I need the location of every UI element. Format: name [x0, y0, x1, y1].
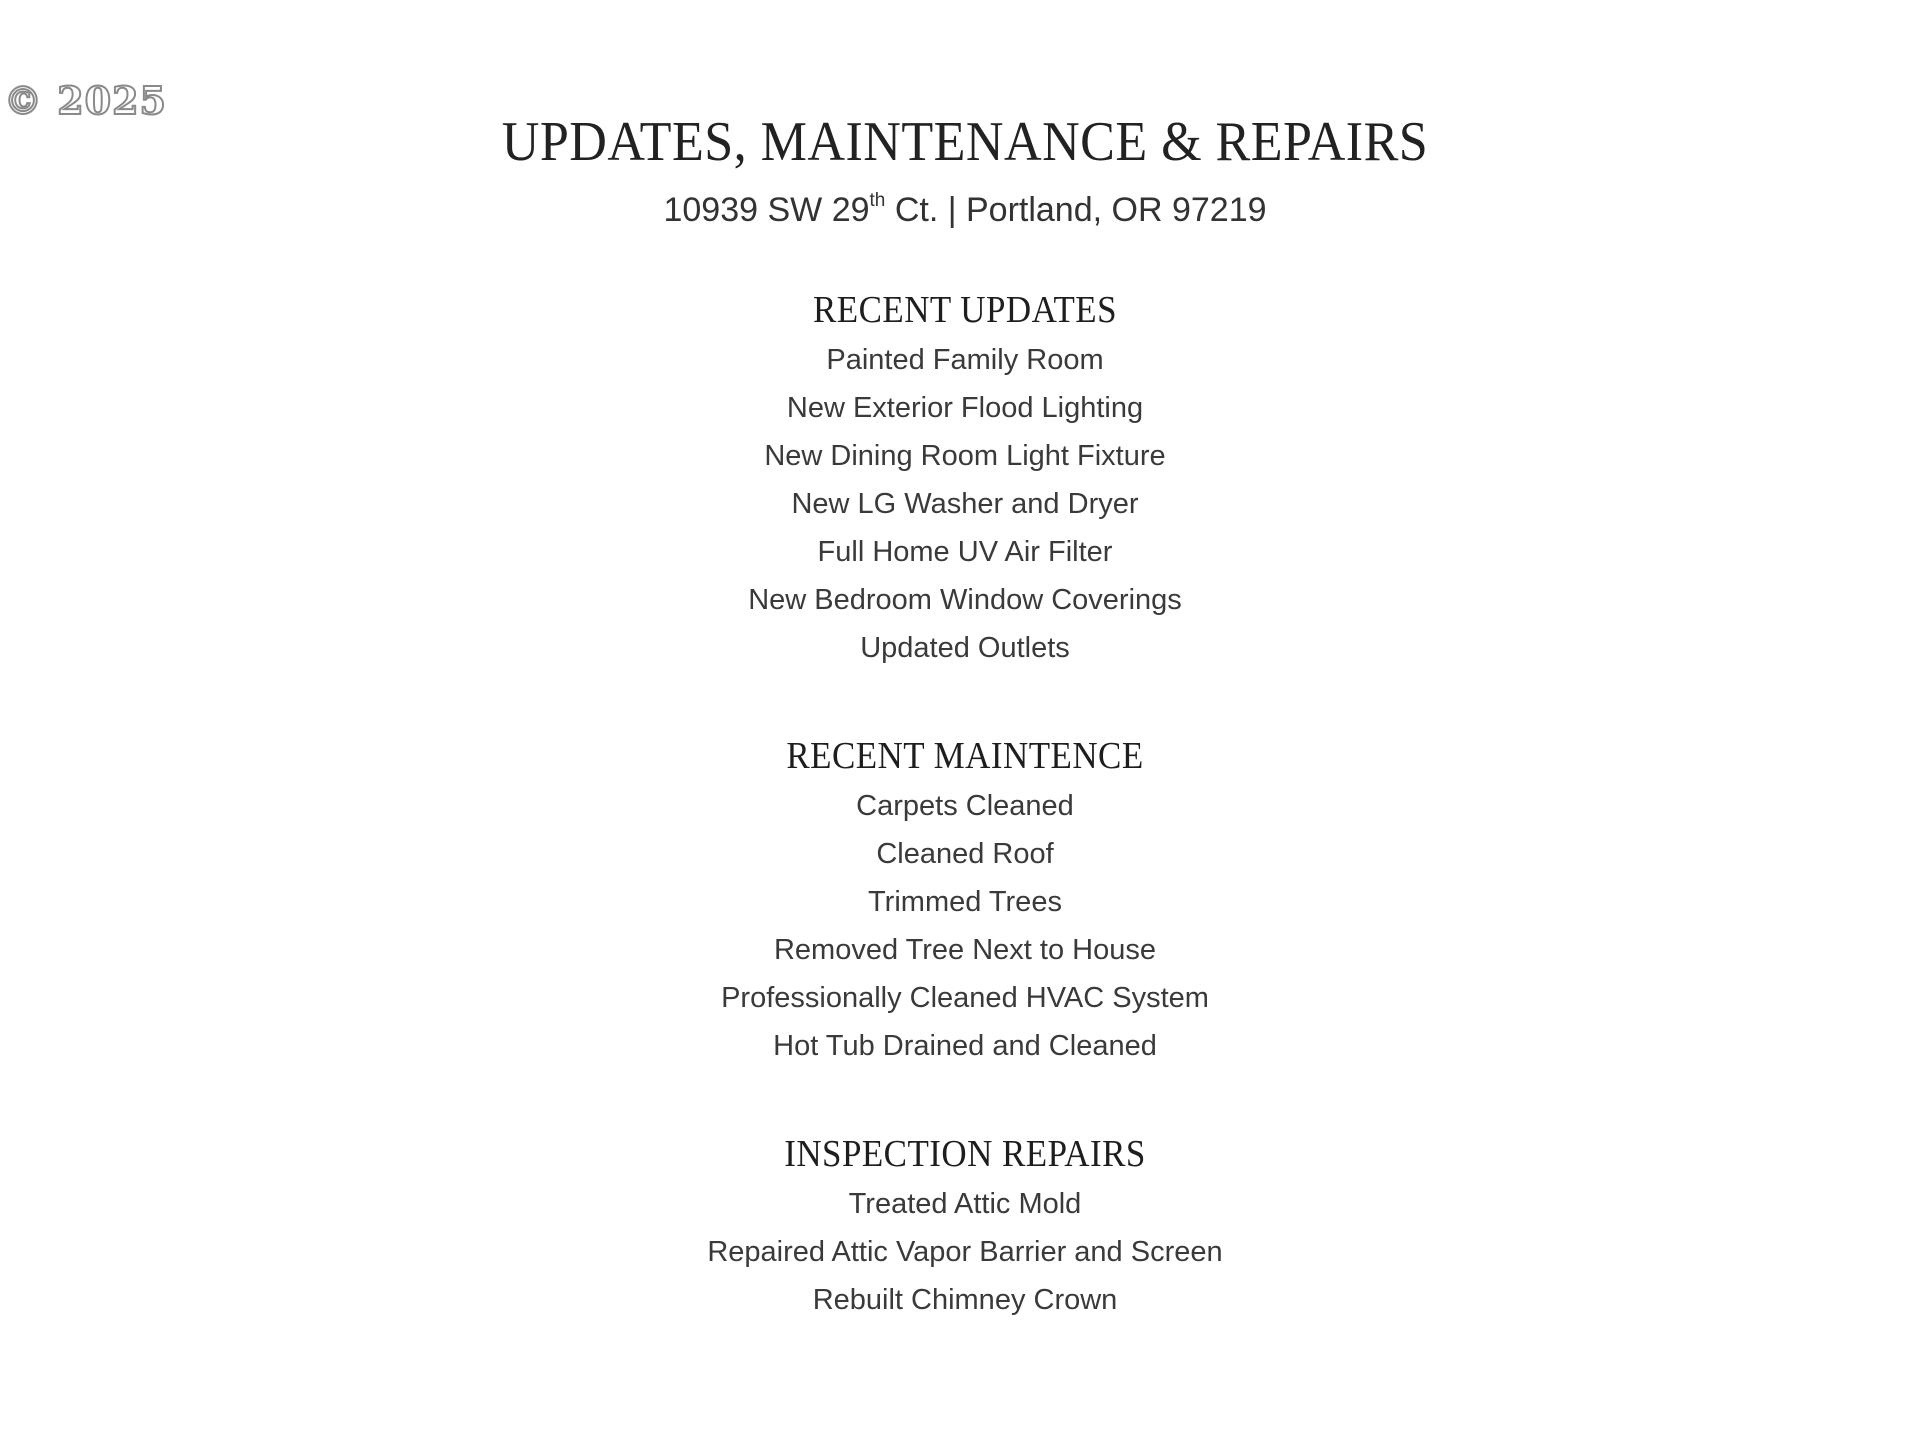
list-item: New Bedroom Window Coverings	[748, 584, 1182, 616]
item-list	[0, 782, 1920, 1070]
item-list	[0, 336, 1920, 672]
section-inspection-repairs	[0, 1132, 1920, 1324]
copyright-watermark: © 2025	[4, 78, 167, 123]
address-ordinal-suffix: th	[869, 190, 886, 211]
list-item: Carpets Cleaned	[856, 790, 1074, 822]
list-item: Full Home UV Air Filter	[817, 536, 1113, 568]
list-item: Updated Outlets	[860, 632, 1070, 664]
section-heading: RECENT UPDATES	[813, 289, 1117, 331]
list-item: Cleaned Roof	[876, 838, 1054, 870]
section-recent-updates	[0, 288, 1920, 672]
section-heading: RECENT MAINTENCE	[786, 735, 1144, 777]
list-item: Repaired Attic Vapor Barrier and Screen	[707, 1236, 1223, 1268]
list-item: Hot Tub Drained and Cleaned	[773, 1030, 1157, 1062]
list-item: Painted Family Room	[826, 344, 1104, 376]
list-item: New Dining Room Light Fixture	[764, 440, 1166, 472]
list-item: Removed Tree Next to House	[773, 934, 1156, 966]
section-recent-maintenance	[0, 734, 1920, 1070]
address-rest: Ct. | Portland, OR 97219	[885, 191, 1267, 229]
list-item: Rebuilt Chimney Crown	[812, 1284, 1118, 1316]
section-heading: INSPECTION REPAIRS	[784, 1133, 1146, 1175]
address-number: 10939 SW 29	[663, 191, 870, 229]
list-item: New Exterior Flood Lighting	[786, 392, 1144, 424]
list-item: Professionally Cleaned HVAC System	[721, 982, 1209, 1014]
list-item: Trimmed Trees	[868, 886, 1062, 918]
list-item: New LG Washer and Dryer	[791, 488, 1139, 520]
page-title: UPDATES, MAINTENANCE & REPAIRS	[501, 111, 1429, 173]
item-list	[0, 1180, 1920, 1324]
list-item: Treated Attic Mold	[848, 1188, 1082, 1220]
property-address	[0, 190, 1920, 230]
